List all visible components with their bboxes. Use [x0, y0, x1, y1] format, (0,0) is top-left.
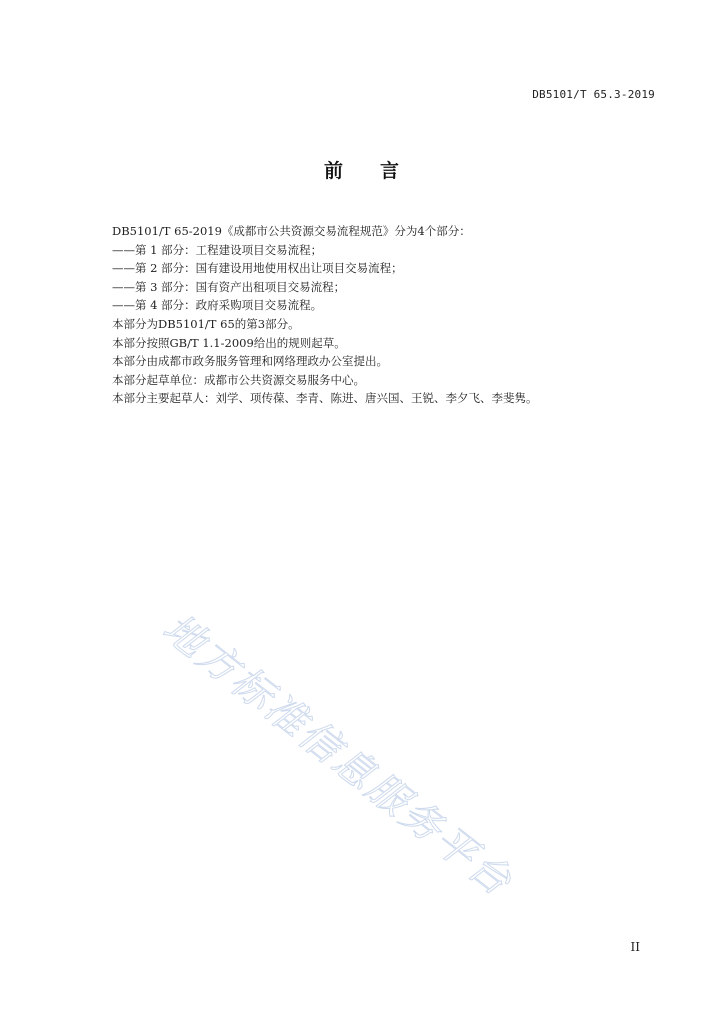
- page-number: II: [630, 940, 640, 954]
- list-item-part-2: ——第 2 部分：国有建设用地使用权出让项目交易流程；: [112, 261, 403, 276]
- list-item-part-4: ——第 4 部分：政府采购项目交易流程。: [112, 298, 323, 313]
- paragraph-drafters: 本部分主要起草人：刘学、项传葆、李青、陈进、唐兴国、王锐、李夕飞、李斐隽。: [112, 391, 538, 406]
- list-item-part-1: ——第 1 部分：工程建设项目交易流程；: [112, 242, 323, 257]
- title-char-1: 前: [323, 160, 344, 182]
- paragraph-part-statement: 本部分为DB5101/T 65的第3部分。: [112, 316, 300, 331]
- list-item-part-3: ——第 3 部分：国有资产出租项目交易流程；: [112, 279, 346, 294]
- watermark: 地方标准信息服务平台: [154, 605, 522, 907]
- page-title: [0, 156, 724, 183]
- title-char-2: 言: [380, 160, 401, 182]
- paragraph-intro: DB5101/T 65-2019《成都市公共资源交易流程规范》分为4个部分：: [112, 224, 471, 238]
- foreword-body: [112, 222, 632, 408]
- document-code: DB5101/T 65.3-2019: [532, 88, 655, 101]
- paragraph-drafting-unit: 本部分起草单位：成都市公共资源交易服务中心。: [112, 372, 365, 387]
- paragraph-drafting-rules: 本部分按照GB/T 1.1-2009给出的规则起草。: [112, 335, 346, 350]
- paragraph-proposer: 本部分由成都市政务服务管理和网络理政办公室提出。: [112, 354, 388, 369]
